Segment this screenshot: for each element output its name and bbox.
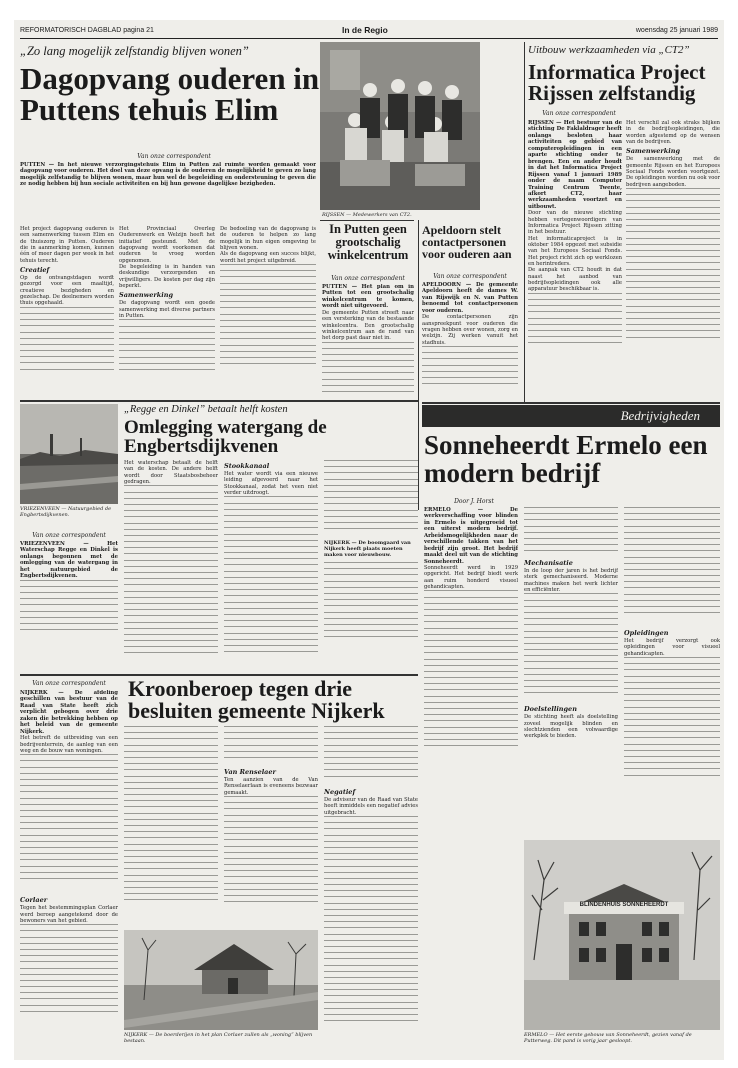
nijkerk-col-3	[224, 726, 318, 926]
text-filler	[324, 562, 418, 652]
text-filler	[124, 726, 218, 916]
ct2-headline: Informatica Project Rijssen zelfstandig	[528, 60, 706, 106]
text-filler	[20, 307, 114, 377]
text-filler	[119, 319, 215, 379]
engbert-photo-caption: VRIEZENVEEN — Natuurgebied de Engbertsdijkvenen.	[20, 506, 112, 518]
dagopvang-body-1: Het project dagopvang ouderen is een samenwerking tussen Elim en de thuiszorg in Putten. Ouderen die in aanmerking komen, kunnen één of meer dagen per week in het tehuis terecht.	[20, 226, 114, 264]
text-filler	[322, 342, 414, 402]
ct2-body-4: Het verschil zal ook straks blijken in de bedrijfsopleidingen, die worden afgestemd op de wensen van de bedrijven.	[626, 120, 720, 146]
section-banner	[422, 405, 720, 427]
nijkerk-lead: NIJKERK — De afdeling geschillen van bestuur van de Raad van State heeft zich verplicht gebogen over drie zaken die betrekking hebben op het beleid van de gemeente Nijkerk.	[20, 690, 118, 735]
group-photo-illustration	[320, 42, 480, 210]
text-filler	[528, 293, 622, 353]
corlaer-farm-photo	[124, 930, 318, 1030]
engbertsdijkvenen-photo	[20, 404, 118, 504]
dagopvang-body-4: De begeleiding is in handen van deskundige verzorgenden en vrijwilligers. De kosten per dag zijn beperkt.	[119, 264, 215, 290]
apeldoorn-text	[422, 282, 518, 402]
dagopvang-body-6: De bedoeling van de dagopvang is de ouderen te helpen zo lang mogelijk in hun eigen omgeving te blijven wonen.	[220, 226, 316, 252]
building-sign: BLINDENHUIS SONNEHEERDT	[579, 902, 669, 908]
ermelo-body-2: In de loop der jaren is het bedrijf sterk gemechaniseerd. Moderne machines maken het werk lichter en efficiënter.	[524, 568, 618, 594]
ermelo-sub-mechanisatie: Mechanisatie	[524, 559, 573, 567]
ermelo-sub-doelstellingen: Doelstellingen	[524, 705, 577, 714]
nijkerk-body-2: Tegen het bestemmingsplan Corlaer werd beroep aangetekend door de bewoners van het gebied.	[20, 905, 118, 924]
building-illustration	[524, 840, 720, 1030]
ermelo-body-4: Het bedrijf verzorgt ook opleidingen voor visueel gehandicapten.	[624, 638, 720, 657]
nijkerk-byline: Van onze correspondent	[32, 680, 106, 687]
ermelo-photo-caption: ERMELO — Het eerste gebouw van Sonneheerdt, gezien vanaf de Putterweg. Dit pand is vorig jaar gesloopt.	[524, 1032, 692, 1044]
nijkerk-col-4	[324, 726, 418, 1046]
dagopvang-body-2: Op de ontvangstdagen wordt gezorgd voor een maaltijd, creatieve bezigheden en gezelschap. De deelnemers worden thuis opgehaald.	[20, 275, 114, 307]
engbert-col-2	[124, 460, 218, 670]
rijssen-photo-caption: RIJSSEN — Medewerkers van CT2.	[322, 212, 412, 218]
ct2-col-1	[528, 120, 622, 402]
ct2-sub: Samenwerking	[626, 147, 681, 156]
text-filler	[20, 580, 118, 640]
section-title: In de Regio	[342, 25, 388, 35]
nijkerk-boomgaard-caption: NIJKERK — De boomgaard van Nijkerk heeft plaats moeten maken voor nieuwbouw.	[324, 540, 411, 558]
text-filler	[626, 188, 720, 348]
engbert-byline: Van onze correspondent	[32, 532, 106, 539]
sonneheerdt-building-photo	[524, 840, 720, 1030]
column-rule	[418, 220, 419, 510]
ermelo-lead: ERMELO — De werkverschaffing voor blinden in Ermelo is uitgegroeid tot een uiterst modern bedrijf. Arbeidsmogelijkheden naar de verschillende takken van het bedrijf zijn groot. Het bedrijf maakt deel uit van de stichting Sonneheerdt.	[424, 507, 518, 565]
text-filler	[224, 496, 318, 666]
dagopvang-col-2	[119, 226, 215, 398]
farm-illustration	[124, 930, 318, 1030]
ermelo-col-3	[624, 507, 720, 837]
nijkerk-headline: Kroonberoep tegen drie besluiten gemeente Nijkerk	[128, 676, 385, 724]
putten-winkel-byline: Van onze correspondent	[331, 275, 405, 282]
apeldoorn-byline: Van onze correspondent	[433, 273, 507, 280]
engbert-body-2: Het water wordt via een nieuwe leiding afgevoerd naar het Stookkanaal, zodat het veen niet verder uitdroogt.	[224, 471, 318, 497]
masthead-left: REFORMATORISCH DAGBLAD pagina 21	[20, 27, 154, 34]
newspaper-page	[14, 20, 724, 1060]
text-filler	[624, 657, 720, 787]
masthead-date: woensdag 25 januari 1989	[635, 27, 718, 34]
text-filler	[20, 754, 118, 894]
dagopvang-byline: Van onze correspondent	[137, 153, 211, 160]
putten-winkel-lead: PUTTEN — Het plan om in Putten tot een grootschalig winkelcentrum te komen, wordt niet uitgevoerd.	[322, 284, 414, 310]
ct2-body-5: De samenwerking met de gemeente Rijssen en het Europees Sociaal Fonds worden voortgezet. De opleidingen worden nu ook voor bedrijven aangeboden.	[626, 156, 720, 188]
dagopvang-col-3	[220, 226, 316, 398]
dagopvang-sub-creatief: Creatief	[20, 266, 50, 275]
text-filler	[224, 726, 318, 766]
text-filler	[524, 507, 618, 557]
engbert-body-1: Het waterschap betaalt de helft van de kosten. De andere helft wordt door Staatsbosbeheer gedragen.	[124, 460, 218, 486]
nijkerk-body-1: Het betreft de uitbreiding van een bedrijventerrein, de aanleg van een weg en de bouw van woningen.	[20, 735, 118, 754]
dagopvang-body-3: Het Provinciaal Overleg Ouderenwerk en Welzijn heeft het initiatief gesteund. Met de dagopvang wordt voorkomen dat ouderen te vroeg worden opgenomen.	[119, 226, 215, 264]
dagopvang-lead: PUTTEN — In het nieuwe verzorgingstehuis Elim in Putten zal ruimte worden gemaakt voor dagopvang voor ouderen. Het doel van deze opvang is de ouderen de mogelijkheid te geven zo lang mogelijk zelfstandig te blijven wonen, maar hun wel de begeleiding en ondersteuning te geven die ze nodig hebben bij hun sociale activiteiten en bij hun gewone dagelijkse bezigheden.	[20, 162, 316, 188]
ermelo-headline: Sonneheerdt Ermelo een modern bedrijf	[424, 430, 708, 488]
text-filler	[324, 726, 418, 786]
putten-winkel-headline: In Putten geen grootschalig winkelcentrum	[327, 222, 409, 262]
engbert-lead: VRIEZENVEEN — Het Waterschap Regge en Dinkel is onlangs begonnen met de omlegging van de watergang in het natuurgebied de Engbertsdijkvenen.	[20, 541, 118, 580]
nijkerk-sub-corlaer: Corlaer	[20, 896, 48, 905]
apeldoorn-body: De contactpersonen zijn aanspreekpunt voor ouderen die vragen hebben over wonen, zorg en welzijn. Zij werken vanuit het stadhuis.	[422, 314, 518, 346]
ct2-body-2: Het informaticaproject is in oktober 1984 opgezet met subsidie van het Europees Sociaal Fonds. Het project richt zich op werklozen en herintreders.	[528, 235, 622, 268]
text-filler	[424, 590, 518, 760]
putten-winkel-body: De gemeente Putten streeft naar een versterking van de bestaande winkelcentra. Een grootschalig winkelcentrum aan de rand van het dorp past daar niet in.	[322, 309, 414, 342]
ermelo-sub-opleidingen: Opleidingen	[624, 629, 669, 637]
ct2-kicker: Uitbouw werkzaamheden via „CT2”	[528, 44, 690, 56]
ermelo-col-2	[524, 507, 618, 837]
dagopvang-headline: Dagopvang ouderen in Puttens tehuis Elim	[20, 61, 320, 127]
apeldoorn-lead: APELDOORN — De gemeente Apeldoorn heeft de dames W. van Rijswijk en N. van Putten benoemd tot contactpersonen voor ouderen.	[422, 282, 518, 314]
nijkerk-col-1	[20, 690, 118, 1050]
ct2-byline: Van onze correspondent	[542, 110, 616, 117]
engbert-col-4	[324, 460, 418, 670]
text-filler	[524, 593, 618, 703]
dagopvang-body-5: De dagopvang wordt een goede samenwerking met diverse partners in Putten.	[119, 300, 215, 320]
dagopvang-sub-samenwerking: Samenwerking	[119, 291, 174, 300]
masthead	[20, 24, 718, 39]
engbert-col-3	[224, 460, 318, 670]
nijkerk-photo-caption: NIJKERK — De boerderijen in het plan Corlaer zullen als „woning” blijven bestaan.	[124, 1032, 313, 1044]
nijkerk-body-3: Ten aanzien van de Van Renselaerlaan is eveneens bezwaar gemaakt.	[224, 777, 318, 796]
rijssen-group-photo	[320, 42, 480, 210]
dagopvang-body-7: Als de dagopvang een succes blijkt, wordt het project uitgebreid.	[220, 251, 316, 264]
nijkerk-col-2	[124, 726, 218, 926]
section-rule	[422, 402, 720, 404]
ermelo-col-1	[424, 507, 518, 837]
dagopvang-col-1	[20, 226, 114, 398]
nijkerk-sub-renselaer: Van Renselaer	[224, 768, 276, 776]
engbert-sub: Stookkanaal	[224, 462, 270, 470]
nijkerk-sub-negatief: Negatief	[324, 788, 356, 796]
section-rule	[20, 400, 418, 402]
ermelo-body-1: Sonneheerdt werd in 1929 opgericht. Het bedrijf biedt werk aan ruim honderd visueel gehandicapten.	[424, 565, 518, 591]
text-filler	[324, 460, 418, 540]
engbert-kicker: „Regge en Dinkel” betaalt helft kosten	[124, 404, 288, 415]
landscape-illustration	[20, 404, 118, 504]
text-filler	[224, 796, 318, 916]
ct2-col-2	[626, 120, 720, 402]
section-banner-label: Bedrijvigheden	[620, 408, 700, 423]
text-filler	[20, 924, 118, 1024]
column-rule	[524, 42, 525, 402]
putten-winkel-text	[322, 284, 414, 404]
text-filler	[220, 264, 316, 374]
text-filler	[624, 507, 720, 627]
text-filler	[124, 485, 218, 665]
text-filler	[324, 816, 418, 1036]
ermelo-byline: Door J. Horst	[454, 498, 494, 505]
engbert-headline: Omlegging watergang de Engbertsdijkvenen	[124, 417, 327, 458]
dagopvang-kicker: „Zo lang mogelijk zelfstandig blijven wonen”	[20, 44, 249, 58]
engbert-col-1	[20, 541, 118, 669]
ct2-lead: RIJSSEN — Het bestuur van de stichting De Faklaldrager heeft onlangs besloten haar activiteiten op gebied van computeropleidingen in een aparte stichting onder te brengen. Een en ander houdt in dat het Informatica Project Rijssen vanaf 1 januari 1989 onder de naam Computer Training Centrum Twente, afkort CT2, haar werkzaamheden voortzet en uitbouwt.	[528, 120, 622, 210]
ermelo-body-3: De stichting heeft als doelstelling zoveel mogelijk blinden en slechtzienden een volwaardige werkplek te bieden.	[524, 714, 618, 740]
ct2-body-1: Door van de nieuwe stichting hebben vertegenwoordigers van Informatica Project Rijssen zitting in het bestuur.	[528, 210, 622, 236]
rule	[320, 220, 414, 221]
text-filler	[422, 346, 518, 396]
nijkerk-body-4: De adviseur van de Raad van State heeft inmiddels een negatief advies uitgebracht.	[324, 797, 418, 816]
apeldoorn-headline: Apeldoorn stelt contactpersonen voor ouderen aan	[422, 223, 512, 262]
ct2-body-3: De aanpak van CT2 houdt in dat naast het aanbod van bedrijfsopleidingen ook alle apparatuur beschikbaar is.	[528, 267, 622, 293]
